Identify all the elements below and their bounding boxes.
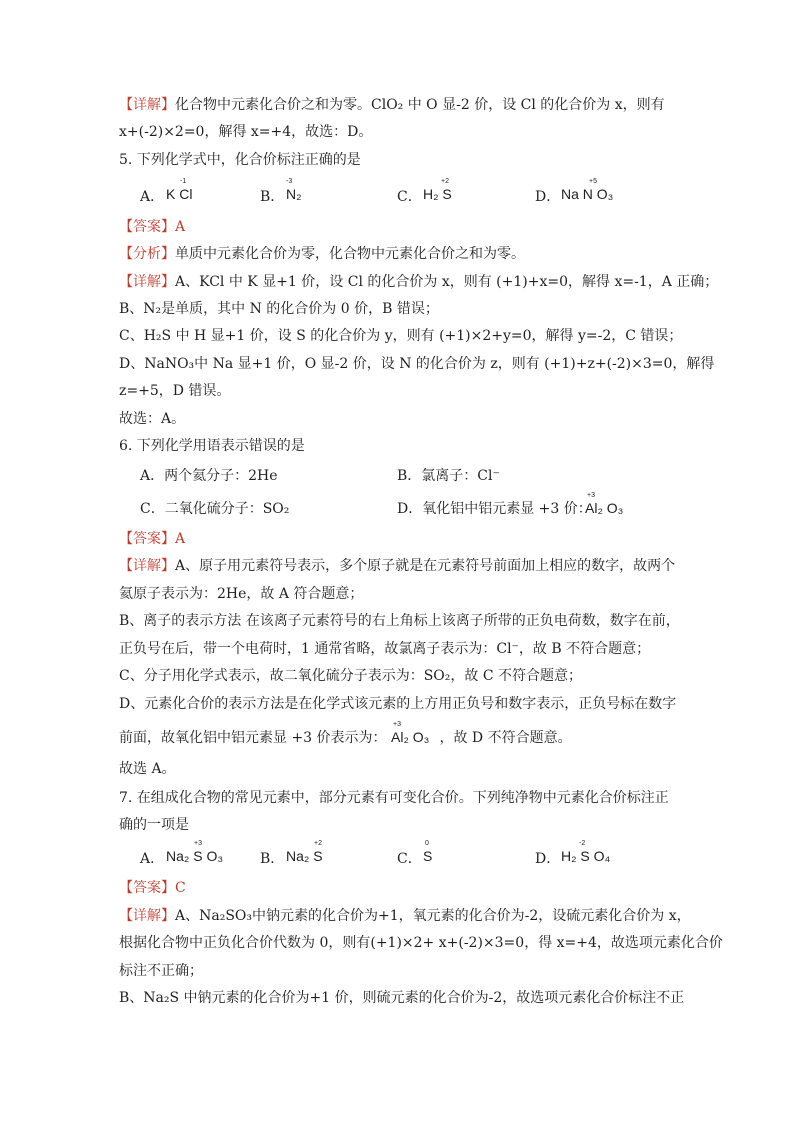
option-formula: [286, 840, 323, 864]
valence-mark: +3: [587, 492, 595, 499]
option-formula: [561, 840, 611, 864]
valence-mark: +3: [194, 840, 202, 847]
q4-detail-line2: x+(-2)×2=0，解得 x=+4，故选：D。: [119, 124, 373, 140]
option-text: D．氧化铝中铝元素显 +3 价：: [397, 501, 592, 517]
detail-text: A、Na₂SO₃中钠元素的化合价为+1，氧元素的化合价为-2，设硫元素化合价为 x，: [175, 908, 691, 924]
q5-option-b: [260, 178, 302, 206]
q6-detail-line: B、离子的表示方法 在该离子元素符号的右上角标上该离子所带的正负电荷数，数字在前，: [119, 613, 680, 629]
q6-detail-line: 氦原子表示为：2He，故 A 符合题意；: [119, 586, 364, 602]
formula-text: N₂: [286, 186, 302, 202]
formula-text: Na₂ S: [286, 848, 323, 864]
q5-stem: 5. 下列化学式中，化合价标注正确的是: [119, 152, 361, 168]
valence-mark: 0: [425, 840, 429, 847]
analysis-text: 单质中元素化合价为零，化合物中元素化合价之和为零。: [175, 246, 525, 262]
option-letter: D．: [535, 189, 561, 205]
detail-tag: 【详解】: [119, 97, 175, 113]
detail-text: 前面，故氧化铝中铝元素显 +3 价表示为：: [119, 730, 387, 746]
option-formula: [585, 492, 624, 516]
q6-detail-line: 故选 A。: [119, 761, 176, 777]
q6-detail-line: [119, 721, 572, 747]
q7-stem: 确的一项是: [119, 817, 189, 833]
option-letter: B．: [260, 189, 285, 205]
analysis-tag: 【分析】: [119, 246, 175, 262]
formula-text: Na₂ S O₃: [166, 848, 224, 864]
detail-text: ，故 D 不符合题意。: [439, 730, 572, 746]
option-formula: [166, 178, 193, 202]
q5-option-a: [140, 178, 193, 206]
detail-tag: 【详解】: [119, 558, 175, 574]
q5-detail-line: [119, 273, 718, 291]
option-letter: C．: [397, 189, 422, 205]
formula-text: Al₂ O₃: [585, 500, 624, 516]
option-formula: [166, 840, 224, 864]
valence-mark: -2: [579, 840, 586, 847]
option-formula: [423, 178, 452, 202]
valence-mark: -1: [180, 178, 187, 185]
detail-text: A、KCl 中 K 显+1 价，设 Cl 的化合价为 x，则有 (+1)+x=0，解得 x=-1，A 正确；: [175, 274, 719, 290]
q6-option-c: C．二氧化硫分子：SO₂: [140, 501, 290, 517]
option-formula: [561, 178, 614, 202]
q7-detail-line: [119, 907, 691, 925]
q5-analysis: [119, 245, 525, 263]
q7-option-d: [535, 840, 611, 868]
formula-text: H₂ S: [423, 186, 452, 202]
valence-mark: +2: [441, 178, 449, 185]
option-formula: [423, 840, 433, 864]
valence-mark: +3: [393, 721, 401, 728]
valence-mark: -3: [286, 178, 293, 185]
q7-detail-line: 根据化合物中正负化合价代数为 0，则有(+1)×2+ x+(-2)×3=0，得 x=+4，故选项元素化合价: [119, 935, 723, 951]
option-letter: A．: [140, 851, 165, 867]
formula-text: S: [423, 848, 433, 864]
option-formula: [286, 178, 302, 202]
inline-formula: [391, 721, 435, 746]
q5-detail-line: z=+5，D 错误。: [119, 383, 231, 399]
q6-detail-line: C、分子用化学式表示，故二氧化硫分子表示为：SO₂，故 C 不符合题意；: [119, 668, 583, 684]
q6-option-d: [397, 492, 624, 518]
q7-option-c: [397, 840, 433, 868]
q6-stem: 6. 下列化学用语表示错误的是: [119, 438, 305, 454]
q7-detail-line: 标注不正确；: [119, 963, 203, 979]
detail-text: 化合物中元素化合价之和为零。ClO₂ 中 O 显-2 价，设 Cl 的化合价为 x，则有: [175, 97, 665, 113]
option-letter: A．: [140, 189, 165, 205]
formula-text: K Cl: [166, 186, 193, 202]
q5-option-d: [535, 178, 614, 206]
q5-detail-line: 故选：A。: [119, 411, 186, 427]
q7-stem: 7. 在组成化合物的常见元素中，部分元素有可变化合价。下列纯净物中元素化合价标注正: [119, 790, 669, 806]
q7-option-a: [140, 840, 224, 868]
option-letter: B．: [260, 851, 285, 867]
q5-detail-line: B、N₂是单质，其中 N 的化合价为 0 价，B 错误；: [119, 301, 439, 317]
q4-detail-line1: [119, 96, 665, 114]
q5-option-c: [397, 178, 452, 206]
q6-detail-line: D、元素化合价的表示方法是在化学式该元素的上方用正负号和数字表示，正负号标在数字: [119, 696, 677, 712]
q6-option-a: A．两个氦分子：2He: [140, 468, 278, 484]
q6-detail-line: 正负号在后，带一个电荷时，1 通常省略，故氯离子表示为：Cl⁻，故 B 不符合题意；: [119, 641, 651, 657]
q6-detail-line: [119, 557, 675, 575]
valence-mark: +2: [314, 840, 322, 847]
detail-tag: 【详解】: [119, 908, 175, 924]
formula-text: H₂ S O₄: [561, 848, 611, 864]
q5-answer: 【答案】A: [119, 219, 186, 235]
detail-tag: 【详解】: [119, 274, 175, 290]
formula-text: Al₂ O₃: [391, 729, 430, 745]
detail-text: A、原子用元素符号表示，多个原子就是在元素符号前面加上相应的数字，故两个: [175, 558, 676, 574]
q7-detail-line: B、Na₂S 中钠元素的化合价为+1 价，则硫元素的化合价为-2，故选项元素化合价标注不正: [119, 990, 685, 1006]
q7-answer: 【答案】C: [119, 880, 186, 896]
formula-text: Na N O₃: [561, 186, 614, 202]
q5-detail-line: C、H₂S 中 H 显+1 价，设 S 的化合价为 y，则有 (+1)×2+y=0，解得 y=-2，C 错误；: [119, 328, 683, 344]
q6-answer: 【答案】A: [119, 531, 186, 547]
valence-mark: +5: [589, 178, 597, 185]
q5-detail-line: D、NaNO₃中 Na 显+1 价，O 显-2 价，设 N 的化合价为 z，则有 (+1)+z+(-2)×3=0，解得: [119, 356, 715, 372]
option-letter: D．: [535, 851, 561, 867]
q7-option-b: [260, 840, 323, 868]
option-letter: C．: [397, 851, 422, 867]
q6-option-b: B．氯离子：Cl⁻: [397, 468, 500, 484]
